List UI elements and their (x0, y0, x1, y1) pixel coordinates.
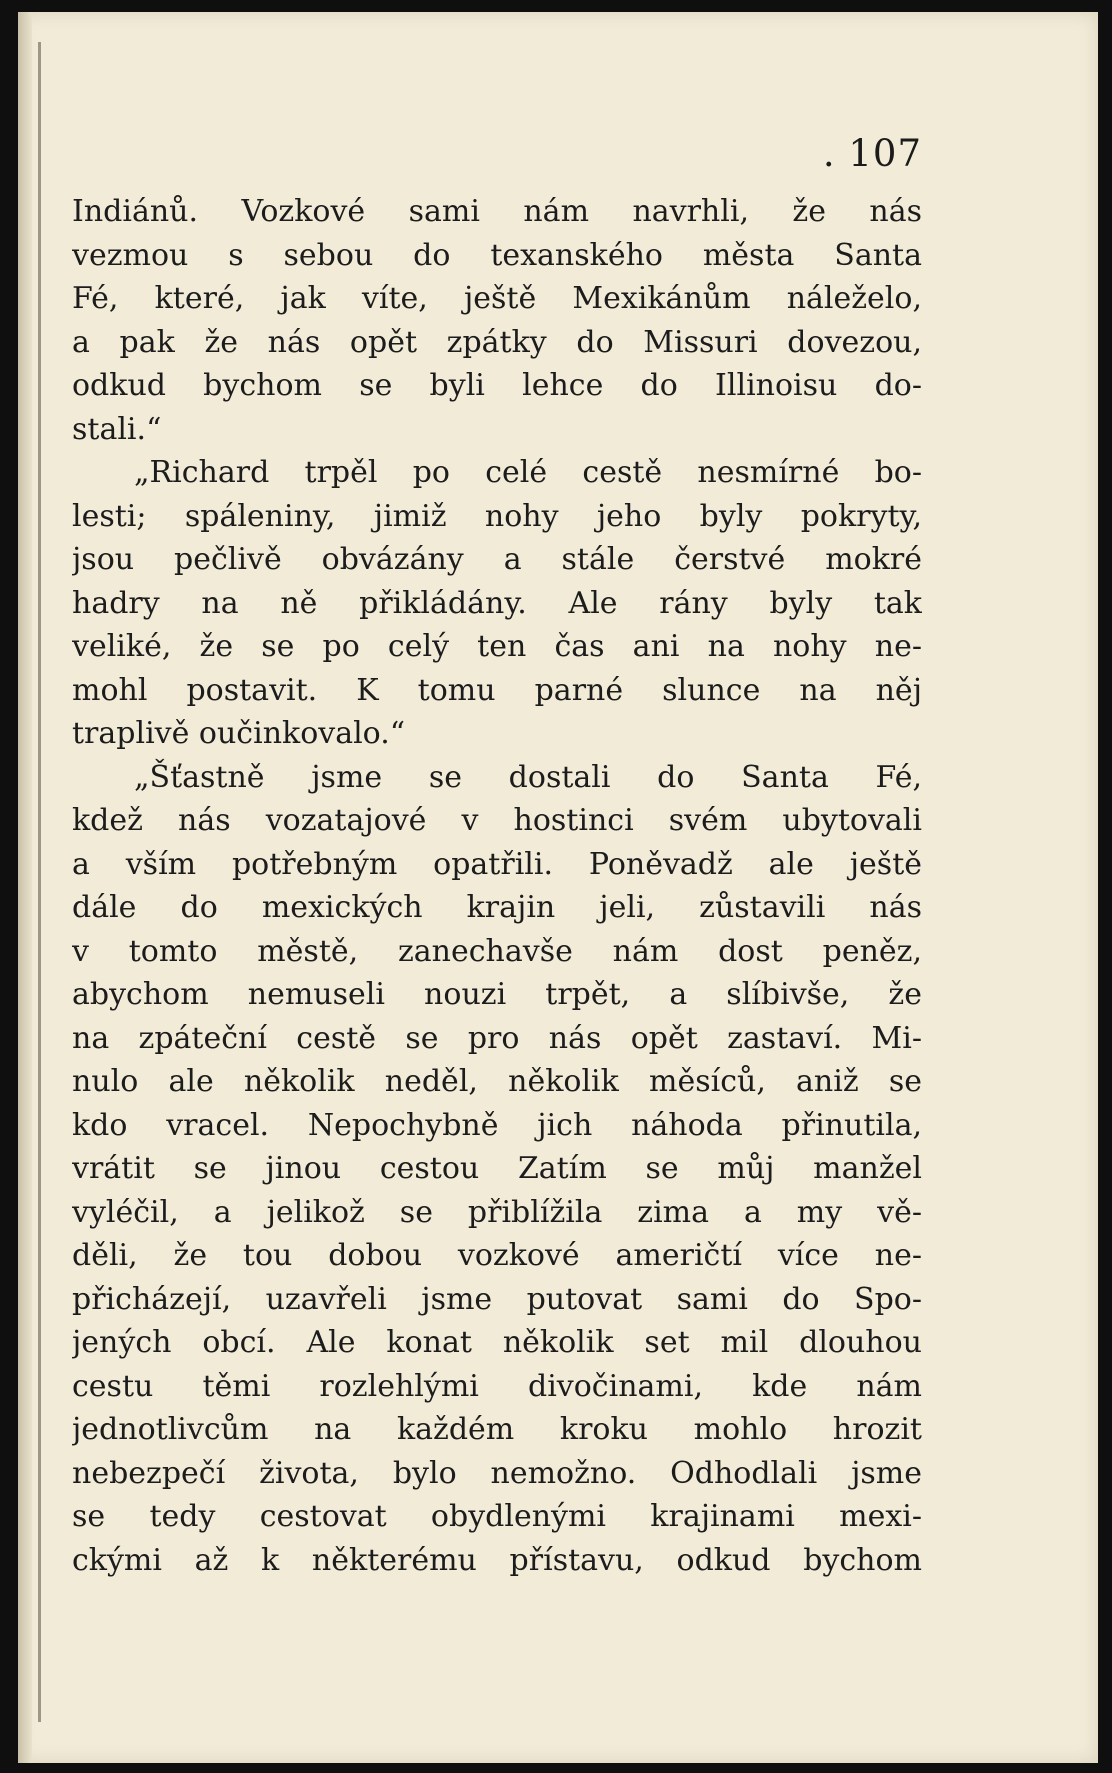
text-line: stali.“ (72, 411, 162, 447)
text-line: lesti; spáleniny, jimiž nohy jeho byly pokryty, (72, 498, 922, 534)
text-line: přicházejí, uzavřeli jsme putovat sami do Spo- (72, 1281, 922, 1317)
text-line: vrátit se jinou cestou Zatím se můj manžel (72, 1151, 922, 1186)
text-line: kdo vracel. Nepochybně jich náhoda přinutila, (72, 1107, 922, 1143)
body-text (72, 190, 922, 1582)
text-line: kdež nás vozatajové v hostinci svém ubytovali (72, 803, 922, 838)
text-line: veliké, že se po celý ten čas ani na nohy ne- (72, 629, 922, 664)
binding-edge (38, 42, 41, 1722)
text-line: na zpáteční cestě se pro nás opět zastaví. Mi- (72, 1020, 922, 1056)
text-line: v tomto městě, zanechavše nám dost peněz, (72, 933, 922, 969)
paragraph-start-line: „Šťastně jsme se dostali do Santa Fé, (134, 759, 922, 795)
text-line: a vším potřebným opatřili. Poněvadž ale ještě (72, 846, 922, 882)
text-line: jených obcí. Ale konat několik set mil dlouhou (72, 1325, 922, 1360)
text-line: hadry na ně přikládány. Ale rány byly tak (72, 585, 922, 621)
text-line: cestu těmi rozlehlými divočinami, kde nám (72, 1368, 922, 1404)
page-spine-shadow (18, 12, 32, 1763)
text-line: a pak že nás opět zpátky do Missuri dovezou, (72, 324, 922, 360)
text-line: jsou pečlivě obvázány a stále čerstvé mokré (72, 542, 922, 577)
text-line: děli, že tou dobou vozkové američtí více ne- (72, 1238, 922, 1273)
text-line: nulo ale několik neděl, několik měsíců, aniž se (72, 1064, 922, 1099)
text-line: nebezpečí života, bylo nemožno. Odhodlali jsme (72, 1455, 922, 1491)
text-line: se tedy cestovat obydlenými krajinami mexi- (72, 1499, 922, 1534)
text-line: jednotlivcům na každém kroku mohlo hrozit (72, 1412, 922, 1447)
text-line: odkud bychom se byli lehce do Illinoisu do- (72, 368, 922, 403)
page-number: . 107 (822, 132, 922, 175)
text-line: dále do mexických krajin jeli, zůstavili nás (72, 890, 922, 925)
text-line: ckými až k některému přístavu, odkud bychom (72, 1542, 922, 1578)
text-line: Indiánů. Vozkové sami nám navrhli, že nás (72, 194, 922, 229)
text-line: vezmou s sebou do texanského města Santa (72, 237, 922, 273)
text-line: abychom nemuseli nouzi trpět, a slíbivše, že (72, 977, 922, 1012)
text-line: traplivě oučinkovalo.“ (72, 716, 406, 751)
book-page (18, 12, 1098, 1763)
paragraph-start-line: „Richard trpěl po celé cestě nesmírné bo- (134, 455, 922, 490)
text-line: Fé, které, jak víte, ještě Mexikánům náleželo, (72, 281, 922, 316)
text-line: mohl postavit. K tomu parné slunce na něj (72, 672, 922, 708)
text-line: vyléčil, a jelikož se přiblížila zima a my vě- (72, 1194, 922, 1230)
